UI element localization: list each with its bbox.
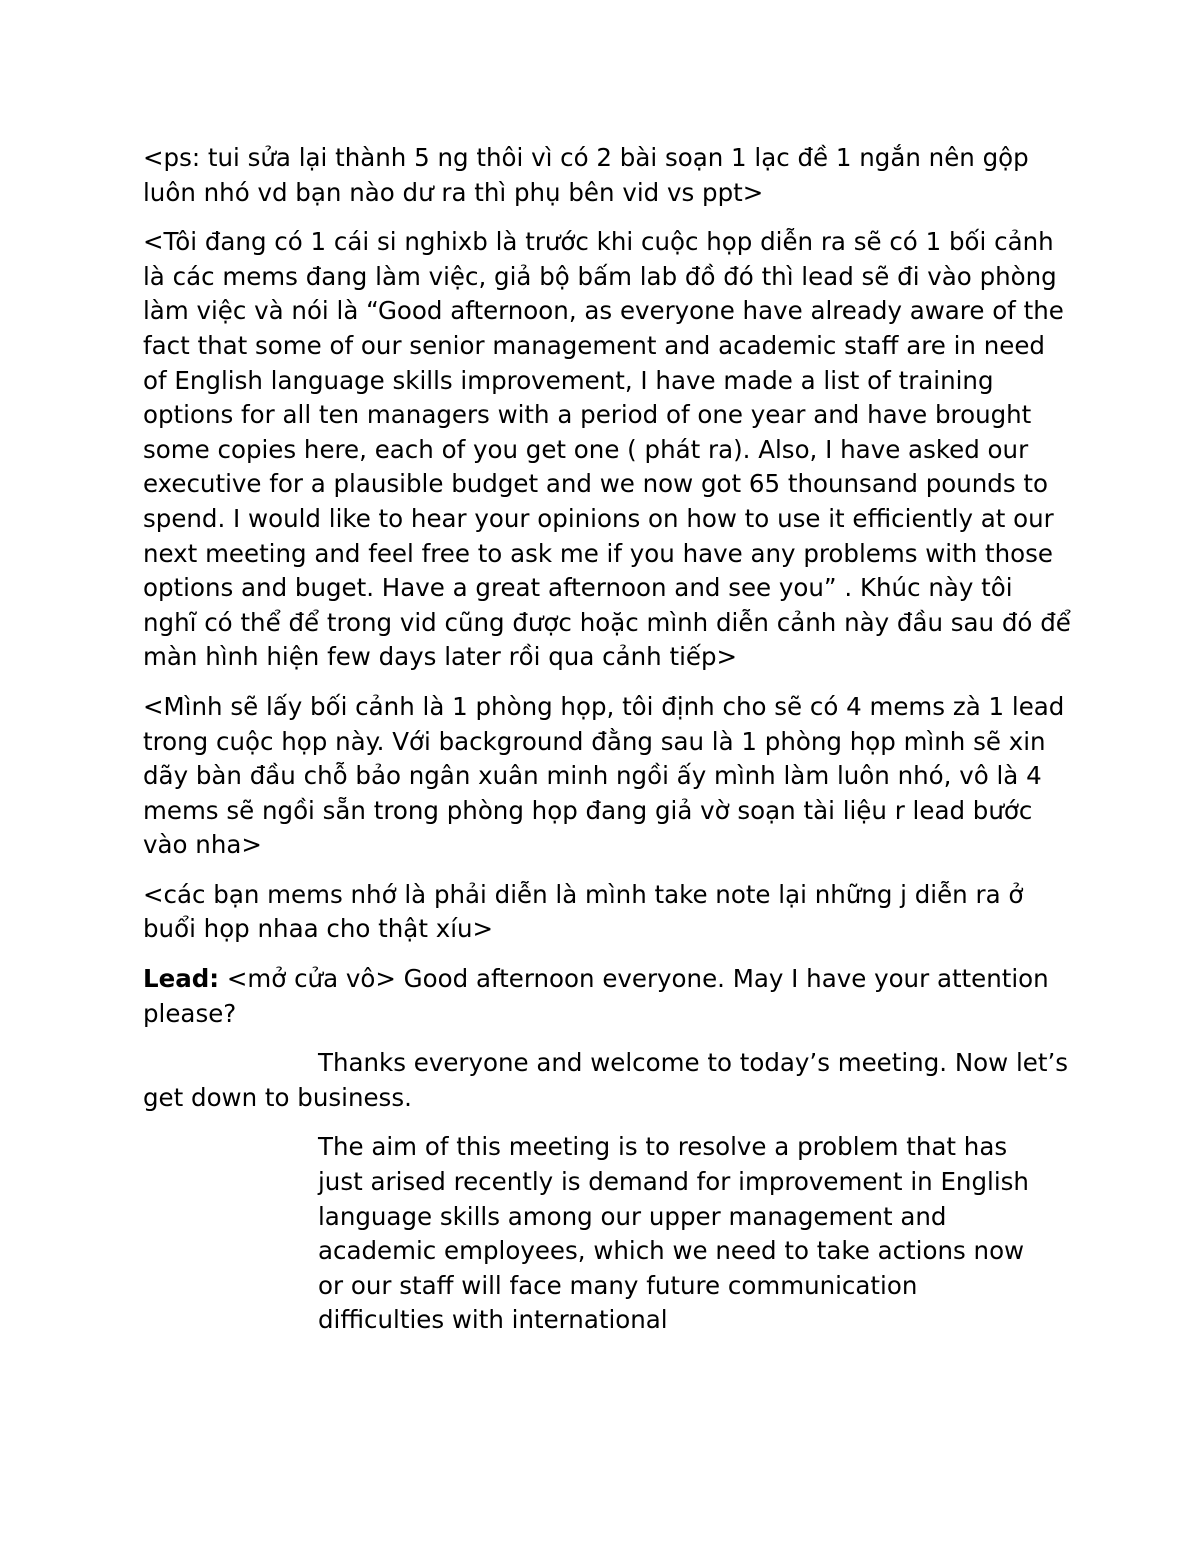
note-paragraph-2: <Tôi đang có 1 cái si nghixb là trước khi cuộc họp diễn ra sẽ có 1 bối cảnh là các mems đang làm việc, giả bộ bấm lab đồ đó thì lead sẽ đi vào phòng làm việc và nói là “Good afternoon, as everyone have already aware of the fact that some of our senior management and academic staff are in need of English language skills improvement, I have made a list of training options for all ten managers with a period of one year and have brought some copies here, each of you get one ( phát ra). Also, I have asked our executive for a plausible budget and we now got 65 thounsand pounds to spend. I would like to hear your opinions on how to use it efficiently at our next meeting and feel free to ask me if you have any problems with those options and buget. Have a great afternoon and see you” . Khúc này tôi nghĩ có thể để trong vid cũng được hoặc mình diễn cảnh này đầu sau đó để màn hình hiện few days later rồi qua cảnh tiếp> — [143, 227, 1071, 672]
speech-text: <mở cửa vô> Good afternoon everyone. May I have your attention please? — [143, 964, 1049, 1028]
note-paragraph-1: <ps: tui sửa lại thành 5 ng thôi vì có 2 bài soạn 1 lạc đề 1 ngắn nên gộp luôn nhó vd bạn nào dư ra thì phụ bên vid vs ppt> — [143, 143, 1029, 207]
aim-paragraph: The aim of this meeting is to resolve a problem that has just arised recently is demand for improvement in English language skills among our upper management and academic employees, which we need to take actions now or our staff will face many future communication difficulties with international — [318, 1132, 1029, 1335]
lead-speech-paragraph — [143, 962, 1073, 1031]
speaker-label: Lead: — [143, 964, 220, 994]
document-body — [143, 141, 1073, 1353]
thanks-paragraph: Thanks everyone and welcome to today’s meeting. Now let’s get down to business. — [143, 1048, 1069, 1112]
note-paragraph-3: <Mình sẽ lấy bối cảnh là 1 phòng họp, tôi định cho sẽ có 4 mems zà 1 lead trong cuộc họp này. Với background đằng sau là 1 phòng họp mình sẽ xin dãy bàn đầu chỗ bảo ngân xuân minh ngồi ấy mình làm luôn nhó, vô là 4 mems sẽ ngồi sẵn trong phòng họp đang giả vờ soạn tài liệu r lead bước vào nha> — [143, 691, 1065, 860]
note-paragraph-4: <các bạn mems nhớ là phải diễn là mình take note lại những j diễn ra ở buổi họp nhaa cho thật xíu> — [143, 879, 1024, 944]
